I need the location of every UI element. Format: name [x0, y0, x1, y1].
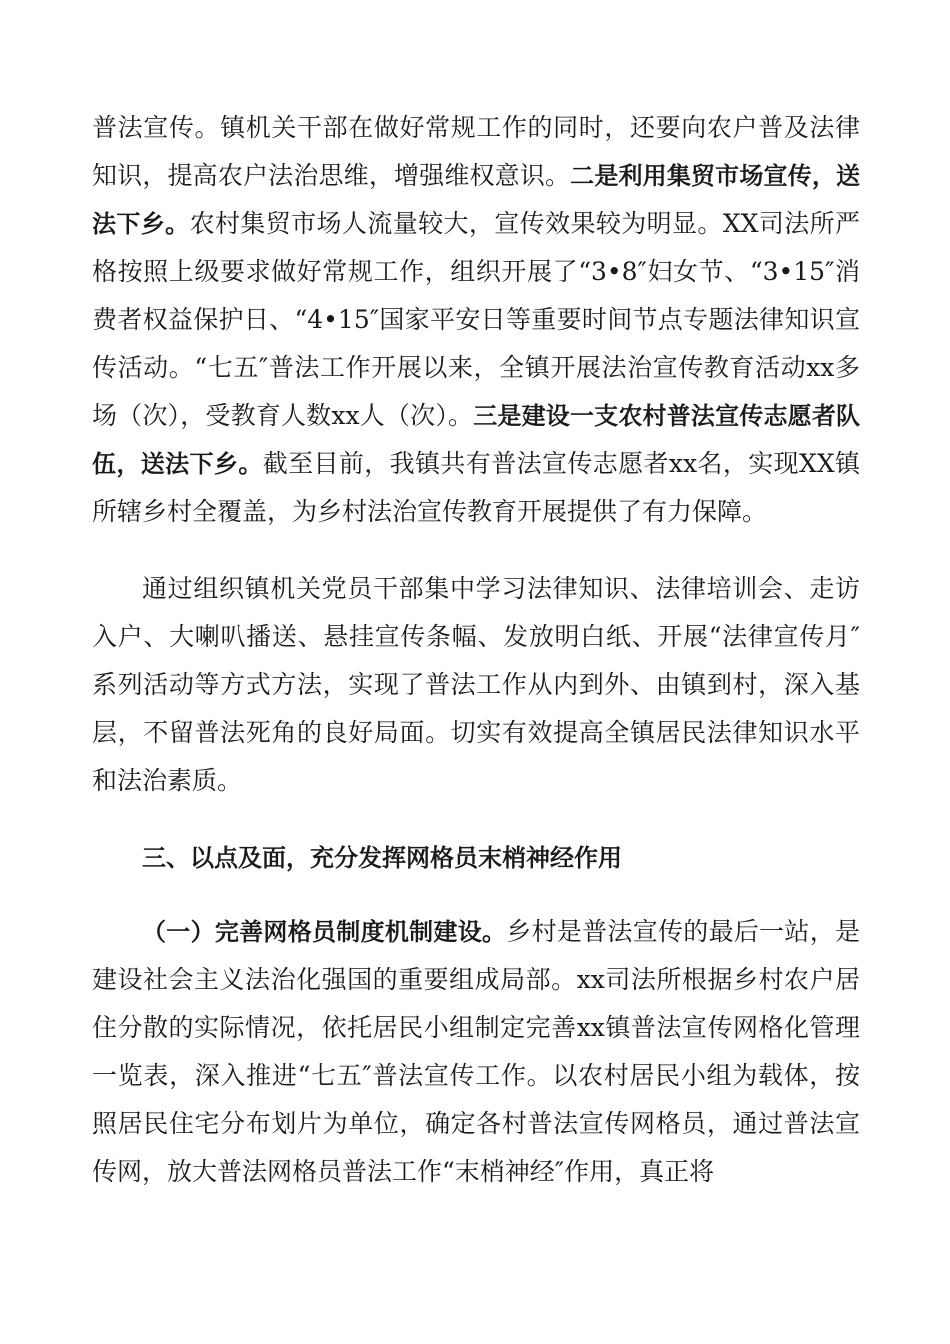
document-page — [92, 104, 860, 1196]
paragraph-text: 乡村是普法宣传的最后一站，是建设社会主义法治化强国的重要组成局部。xx司法所根据乡村农户居住分散的实际情况，依托居民小组制定完善xx镇普法宣传网格化管理一览表，深入推进“七五″普法宣传工作。以农村居民小组为载体，按照居民住宅分布划片为单位，确定各村普法宣传网格员，通过普法宣传网，放大普法网格员普法工作“末梢神经″作用，真正将 — [92, 917, 860, 1186]
paragraph-text: 普法宣传。镇机关干部在做好常规工作的同时，还要向农户普及法律知识，提高农户法治思维，增强维权意识。 — [92, 113, 860, 190]
paragraph-text: 农村集贸市场人流量较大，宣传效果较为明显。XX司法所严格按照上级要求做好常规工作，组织开展了“3•8″妇女节、“3•15″消费者权益保护日、“4•15″国家平安日等重要时间节点专题法律知识宣传活动。“七五″普法工作开展以来，全镇开展法治宣传教育活动xx多场（次），受教育人数xx人（次）。 — [92, 209, 860, 430]
bold-point-market-publicity: 二是利用集贸市场宣传，送法下乡。 — [92, 162, 860, 238]
paragraph-text: 截至目前，我镇共有普法宣传志愿者xx名，实现XX镇所辖乡村全覆盖，为乡村法治宣传教育开展提供了有力保障。 — [92, 449, 861, 526]
bold-subheading-grid-system: （一）完善网格员制度机制建设。 — [142, 918, 507, 946]
section-heading: 三、以点及面，充分发挥网格员末梢神经作用 — [142, 844, 622, 872]
paragraph-summary: 通过组织镇机关党员干部集中学习法律知识、法律培训会、走访入户、大喇叭播送、悬挂宣传条幅、发放明白纸、开展“法律宣传月″系列活动等方式方法，实现了普法工作从内到外、由镇到村，深入基层，不留普法死角的良好局面。切实有效提高全镇居民法律知识水平和法治素质。 — [92, 574, 860, 795]
bold-point-volunteer-team: 三是建设一支农村普法宣传志愿者队伍，送法下乡。 — [92, 402, 861, 478]
paragraph-legal-publicity-methods — [92, 104, 860, 536]
paragraph-grid-mechanism — [92, 908, 860, 1196]
